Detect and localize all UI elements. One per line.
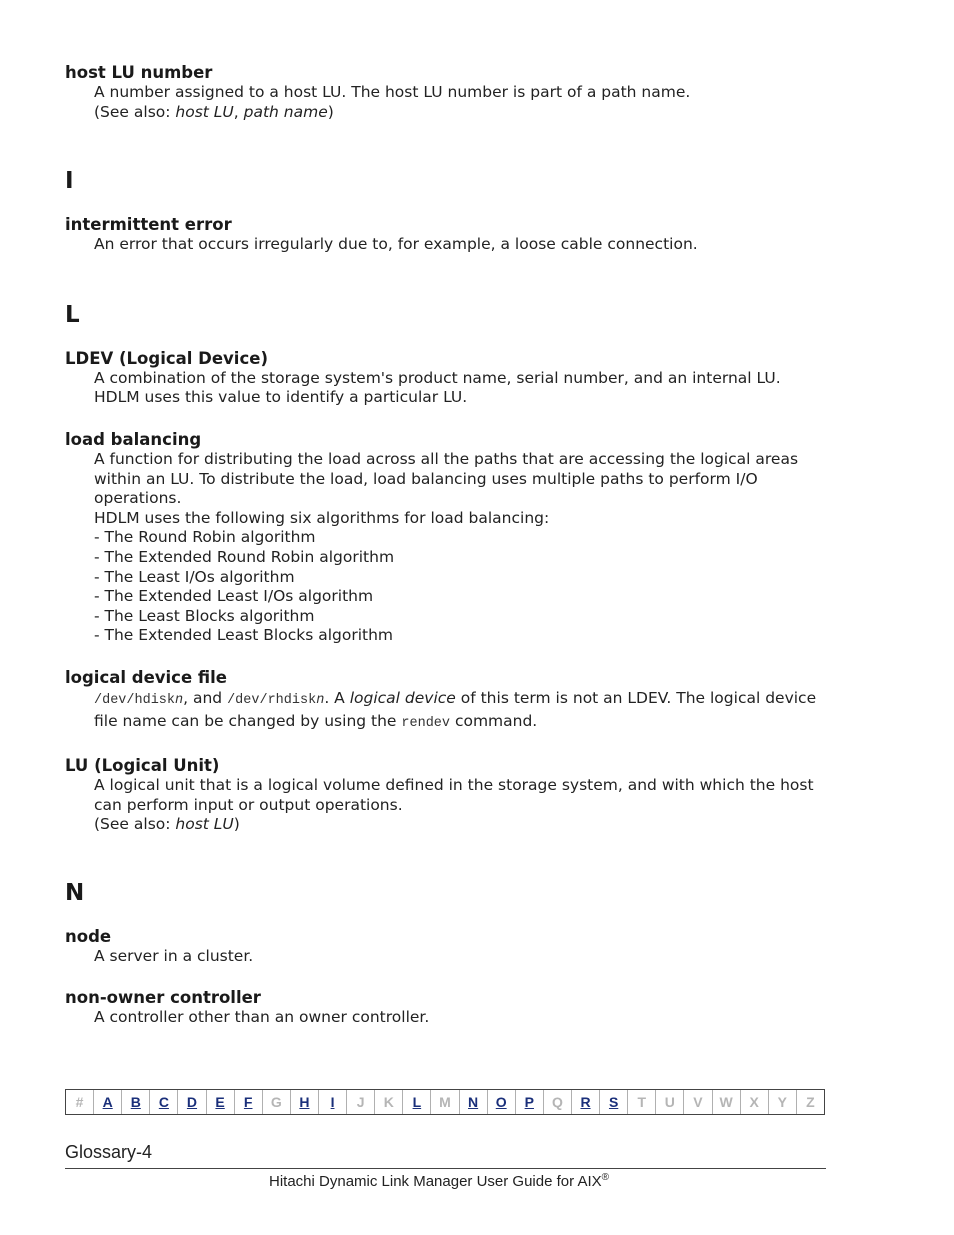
alpha-index-r[interactable]: R	[572, 1090, 600, 1114]
term-definition	[94, 235, 835, 255]
term-definition	[94, 450, 835, 646]
alpha-index-z: Z	[806, 1094, 815, 1110]
alpha-index-t: T	[628, 1090, 656, 1114]
alpha-index-n[interactable]: N	[460, 1090, 488, 1114]
definition-text: A combination of the storage system's product name, serial number, and an internal LU.	[94, 368, 781, 387]
text-run: command.	[450, 711, 538, 730]
glossary-entry-intermittent-error	[65, 214, 835, 255]
text-run: , and	[183, 688, 228, 707]
alpha-index-a[interactable]: A	[94, 1090, 122, 1114]
footer-title	[269, 1172, 609, 1190]
alpha-index-i[interactable]: I	[319, 1090, 347, 1114]
alpha-index-o[interactable]: O	[488, 1090, 516, 1114]
see-also-prefix: (See also:	[94, 102, 176, 121]
see-also-link: path name	[243, 102, 328, 121]
term-definition	[94, 83, 835, 122]
italic-text: logical device	[349, 688, 456, 707]
term-title: load balancing	[65, 429, 202, 449]
glossary-entry-lu	[65, 755, 835, 835]
alpha-index-hash: #	[66, 1090, 94, 1114]
alpha-index-g: G	[263, 1090, 291, 1114]
term-definition	[94, 688, 835, 734]
alpha-index-y: Y	[769, 1090, 797, 1114]
see-also	[94, 815, 835, 835]
text-run: . A	[324, 688, 350, 707]
definition-text: HDLM uses this value to identify a particular LU.	[94, 388, 468, 407]
alpha-index-p[interactable]: P	[516, 1090, 544, 1114]
section-letter-n: N	[65, 879, 85, 906]
alpha-index-b[interactable]: B	[122, 1090, 150, 1114]
definition-text	[94, 688, 835, 734]
term-title: intermittent error	[65, 215, 232, 235]
see-also-separator: ,	[233, 102, 244, 121]
see-also-suffix: )	[327, 102, 334, 121]
glossary-entry-ldev	[65, 348, 835, 408]
list-item: - The Extended Least I/Os algorithm	[94, 587, 374, 606]
alpha-index-s[interactable]: S	[600, 1090, 628, 1114]
term-definition	[94, 1008, 835, 1028]
definition-text: A number assigned to a host LU. The host LU number is part of a path name.	[94, 83, 691, 101]
alpha-index-h[interactable]: H	[291, 1090, 319, 1114]
alpha-index-l[interactable]: L	[403, 1090, 431, 1114]
alpha-index-w: W	[713, 1090, 741, 1114]
code-variable: n	[316, 692, 325, 708]
code-text: /dev/hdisk	[94, 692, 176, 708]
glossary-entry-logical-device-file	[65, 667, 835, 734]
definition-text: A logical unit that is a logical volume defined in the storage system, and with which the host can perform input or output operations.	[94, 775, 814, 814]
term-definition	[94, 776, 835, 835]
term-title: LDEV (Logical Device)	[65, 348, 268, 368]
glossary-entry-load-balancing	[65, 429, 835, 646]
section-letter-l: L	[65, 301, 80, 328]
footer-title-text: Hitachi Dynamic Link Manager User Guide for AIX	[269, 1173, 602, 1190]
list-item: - The Least Blocks algorithm	[94, 606, 315, 625]
definition-text: A function for distributing the load across all the paths that are accessing the logical areas within an LU. To distribute the load, load balancing uses multiple paths to perform I/O operations.	[94, 449, 799, 508]
alpha-index-v: V	[684, 1090, 712, 1114]
list-item: - The Extended Least Blocks algorithm	[94, 626, 394, 645]
term-definition	[94, 947, 835, 967]
list-item: - The Round Robin algorithm	[94, 528, 316, 547]
see-also-link: host LU	[175, 102, 234, 121]
list-item: - The Least I/Os algorithm	[94, 567, 295, 586]
term-title: node	[65, 926, 112, 946]
alpha-index-u: U	[656, 1090, 684, 1114]
alpha-index-c[interactable]: C	[150, 1090, 178, 1114]
alpha-index-m: M	[431, 1090, 459, 1114]
definition-text: A controller other than an owner controller.	[94, 1008, 430, 1027]
alpha-index-d[interactable]: D	[178, 1090, 206, 1114]
term-definition	[94, 369, 835, 408]
section-letter-i: I	[65, 168, 74, 195]
alpha-index-e[interactable]: E	[207, 1090, 235, 1114]
registered-mark: ®	[601, 1172, 610, 1183]
glossary-content	[65, 62, 835, 1049]
definition-text: An error that occurs irregularly due to, for example, a loose cable connection.	[94, 235, 698, 254]
see-also	[94, 103, 835, 123]
code-text: /dev/rhdisk	[227, 692, 317, 708]
definition-text: HDLM uses the following six algorithms for load balancing:	[94, 508, 550, 527]
glossary-entry-node	[65, 926, 835, 967]
code-variable: n	[175, 692, 184, 708]
page-number: Glossary-4	[65, 1142, 153, 1162]
term-title: host LU number	[65, 63, 213, 82]
alphabet-index-bar	[65, 1089, 825, 1115]
alpha-index-q: Q	[544, 1090, 572, 1114]
footer-divider	[65, 1168, 826, 1169]
code-text: rendev	[401, 715, 451, 731]
term-title: non-owner controller	[65, 988, 261, 1008]
see-also-suffix: )	[233, 815, 240, 834]
text-run: of this term is not an LDEV. The logical device file name can be changed by using the	[94, 688, 817, 730]
see-also-prefix: (See also:	[94, 815, 176, 834]
alpha-index-x: X	[741, 1090, 769, 1114]
list-item: - The Extended Round Robin algorithm	[94, 547, 395, 566]
glossary-entry-host-lu-number	[65, 62, 835, 122]
see-also-link: host LU	[175, 815, 234, 834]
term-title: logical device file	[65, 667, 227, 687]
glossary-entry-non-owner-controller	[65, 987, 835, 1028]
definition-text: A server in a cluster.	[94, 946, 254, 965]
alpha-index-f[interactable]: F	[235, 1090, 263, 1114]
term-title: LU (Logical Unit)	[65, 755, 220, 775]
alpha-index-k: K	[375, 1090, 403, 1114]
alpha-index-j: J	[347, 1090, 375, 1114]
